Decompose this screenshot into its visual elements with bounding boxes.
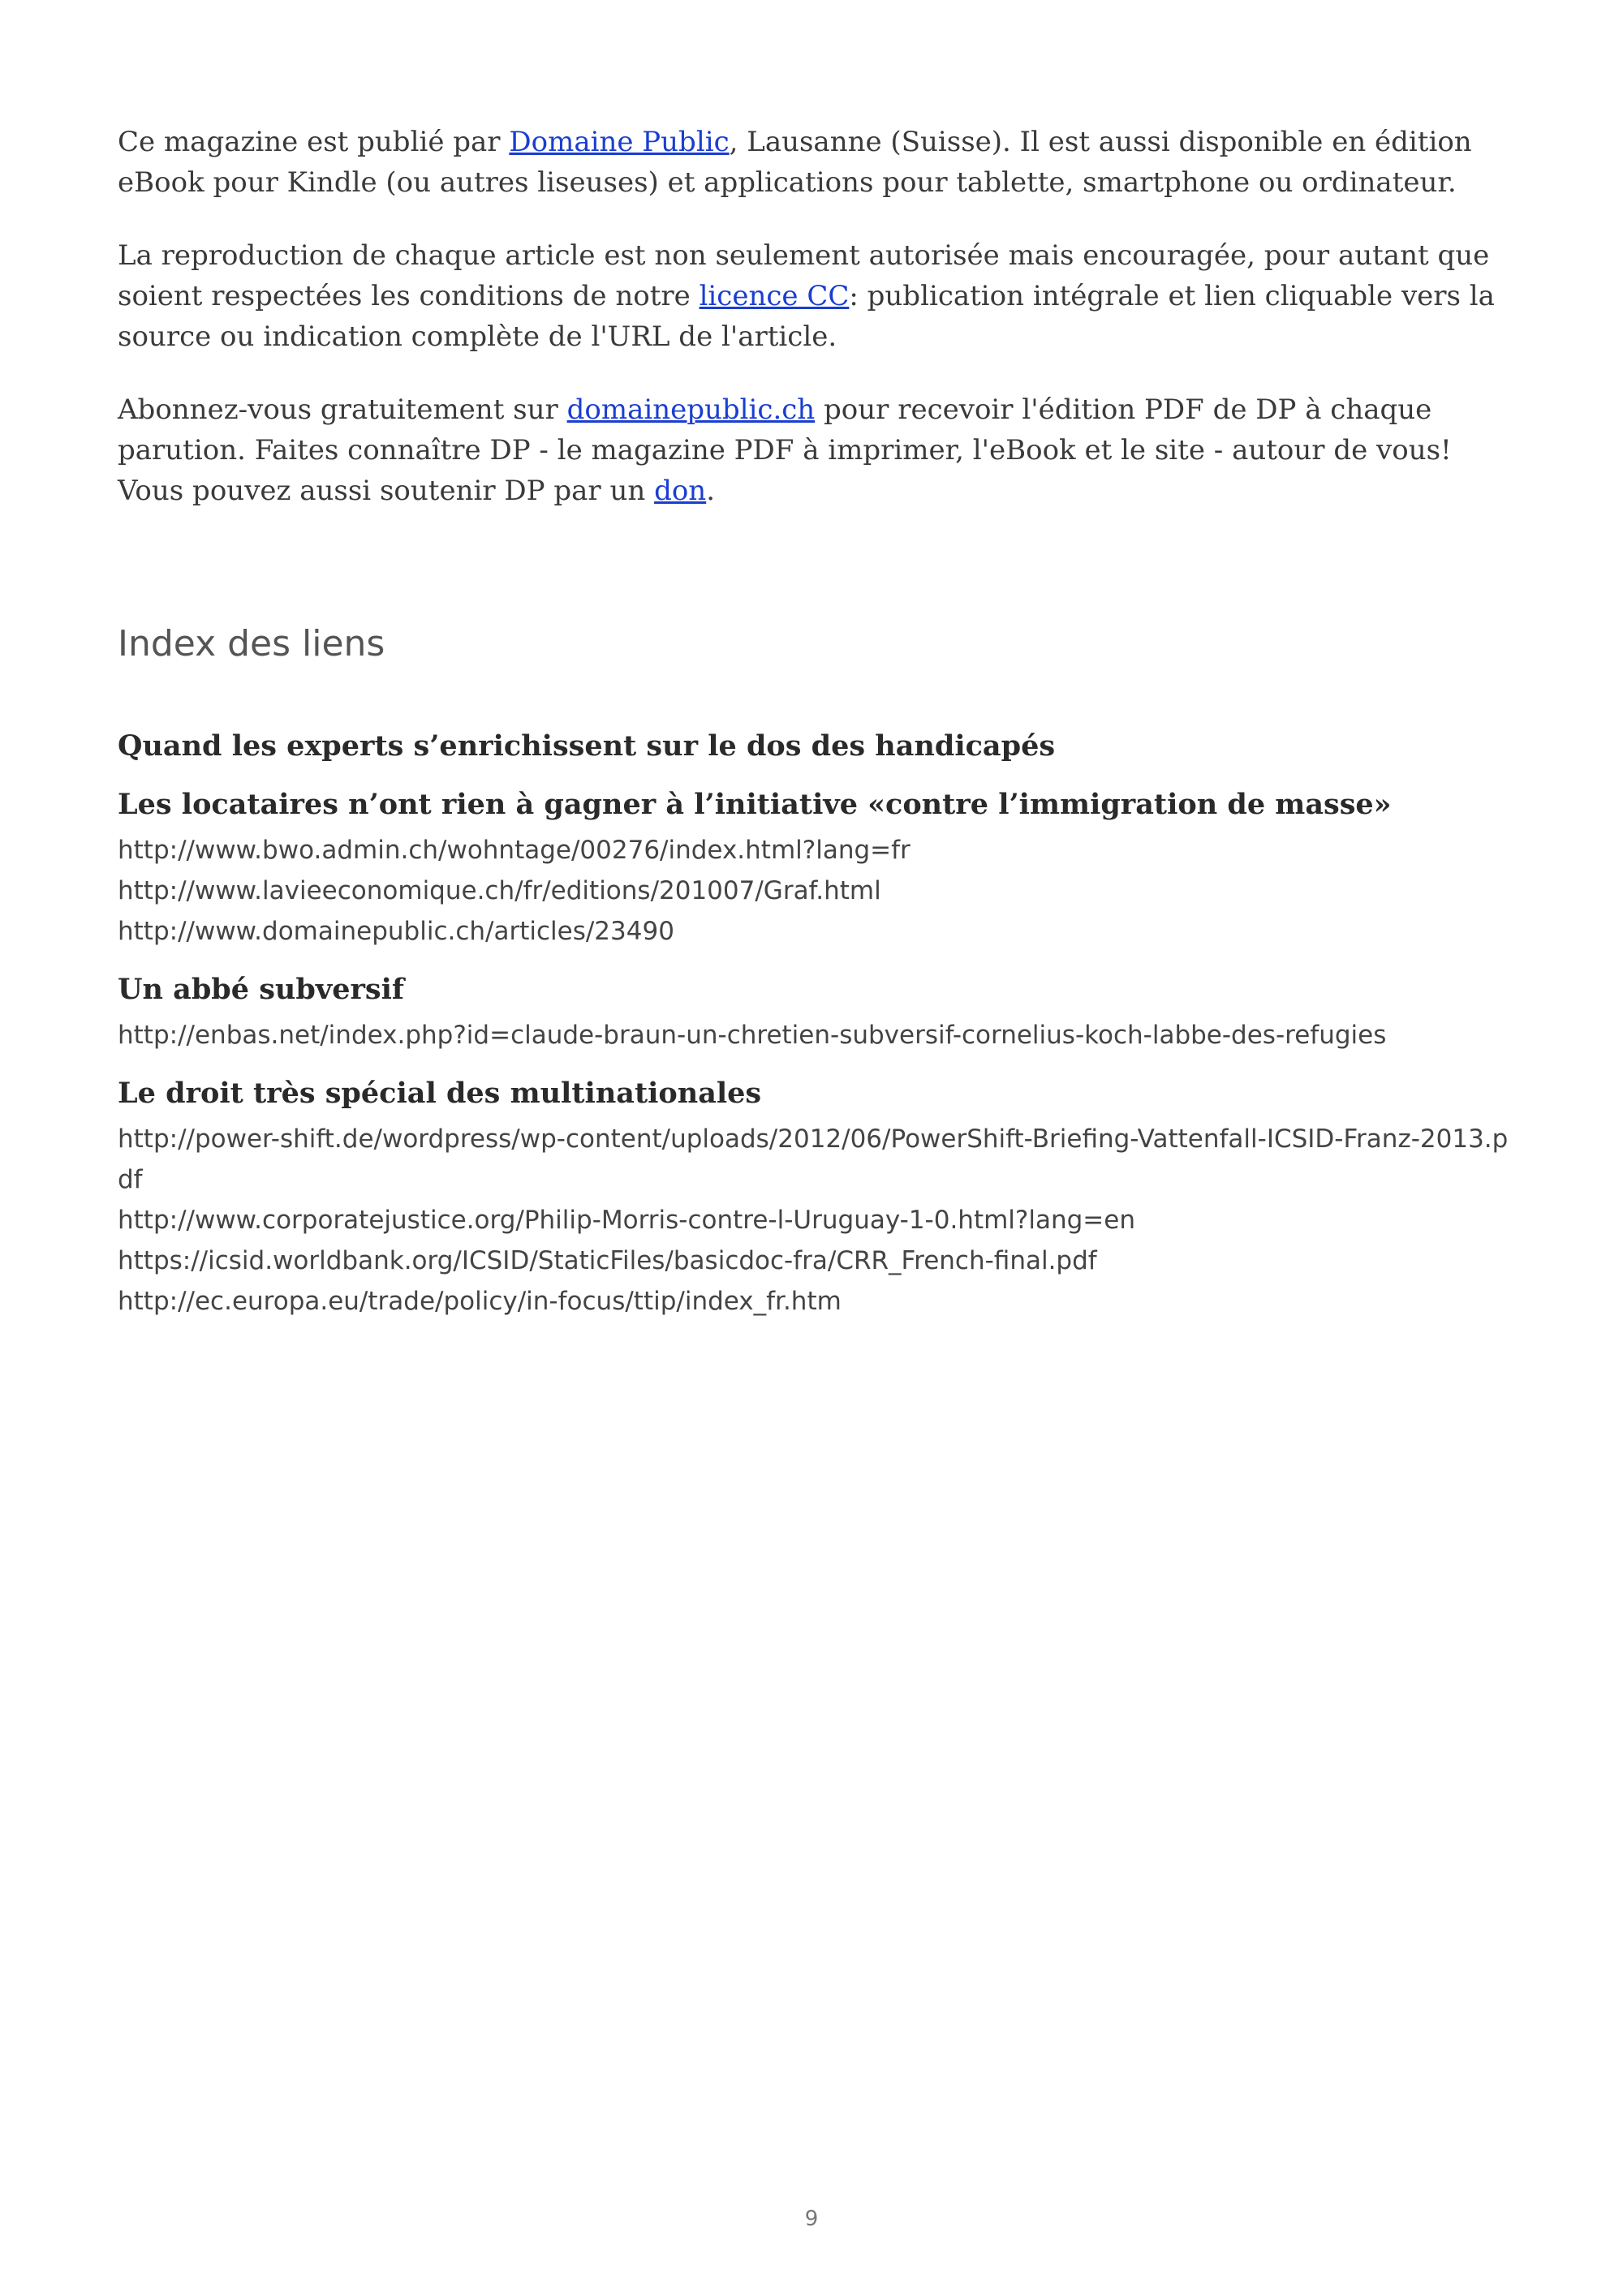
index-article-list — [118, 726, 1513, 1322]
page-number: 9 — [804, 2207, 819, 2231]
text: : publication intégrale et lien cliquable vers la source ou indication complète de l'URL de l'article. — [118, 280, 1495, 353]
article-url: https://icsid.worldbank.org/ICSID/StaticFiles/basicdoc-fra/CRR_French-final.pdf — [118, 1246, 1097, 1275]
domainepublic-link[interactable]: domainepublic.ch — [566, 393, 816, 426]
text: La reproduction de chaque article est non seulement autorisée mais encouragée, pour autant que soient respectées les conditions de notre — [118, 239, 1490, 312]
licence-cc-link[interactable]: licence CC — [699, 280, 850, 312]
intro-paragraph-subscribe — [118, 389, 1513, 511]
article-url: http://www.lavieeconomique.ch/fr/editions/201007/Graf.html — [118, 876, 881, 905]
article-url: http://power-shift.de/wordpress/wp-content/uploads/2012/06/PowerShift-Briefing-Vattenfall-ICSID-Franz-2013.pdf — [118, 1124, 1509, 1194]
text: Abonnez-vous gratuitement sur — [118, 393, 567, 426]
index-article — [118, 726, 1513, 767]
article-url: http://www.domainepublic.ch/articles/23490 — [118, 917, 674, 946]
article-title: Le droit très spécial des multinationales — [118, 1077, 762, 1110]
article-url: http://www.corporatejustice.org/Philip-Morris-contre-l-Uruguay-1-0.html?lang=en — [118, 1206, 1136, 1235]
article-link-list — [118, 1119, 1513, 1322]
article-link-list — [118, 830, 1513, 952]
index-article — [118, 970, 1513, 1056]
text: pour recevoir l'édition PDF de DP à chaque parution. Faites connaître DP - le magazine PDF à imprimer, l'eBook et le site - autour de vous! Vous pouvez aussi soutenir DP par un — [118, 393, 1452, 507]
text: , Lausanne (Suisse). Il est aussi disponible en édition eBook pour Kindle (ou autres liseuses) et applications pour tablette, smartphone ou ordinateur. — [118, 126, 1472, 199]
text: . — [706, 475, 716, 507]
index-title: Index des liens — [118, 623, 385, 664]
article-title: Quand les experts s’enrichissent sur le dos des handicapés — [118, 729, 1056, 763]
article-link-list — [118, 1015, 1513, 1056]
intro-paragraph-license — [118, 235, 1513, 357]
article-url: http://ec.europa.eu/trade/policy/in-focus/ttip/index_fr.htm — [118, 1287, 842, 1316]
article-title: Un abbé subversif — [118, 973, 404, 1006]
article-title: Les locataires n’ont rien à gagner à l’initiative «contre l’immigration de masse» — [118, 788, 1392, 821]
text: Ce magazine est publié par — [118, 126, 510, 158]
index-article — [118, 785, 1513, 952]
document-page — [118, 122, 1513, 1339]
index-article — [118, 1073, 1513, 1322]
article-url: http://enbas.net/index.php?id=claude-braun-un-chretien-subversif-cornelius-koch-labbe-des-refugies — [118, 1021, 1387, 1050]
article-url: http://www.bwo.admin.ch/wohntage/00276/index.html?lang=fr — [118, 836, 911, 865]
intro-paragraph-publisher — [118, 122, 1513, 203]
don-link[interactable]: don — [654, 475, 707, 507]
domaine-public-link[interactable]: Domaine Public — [509, 126, 730, 158]
